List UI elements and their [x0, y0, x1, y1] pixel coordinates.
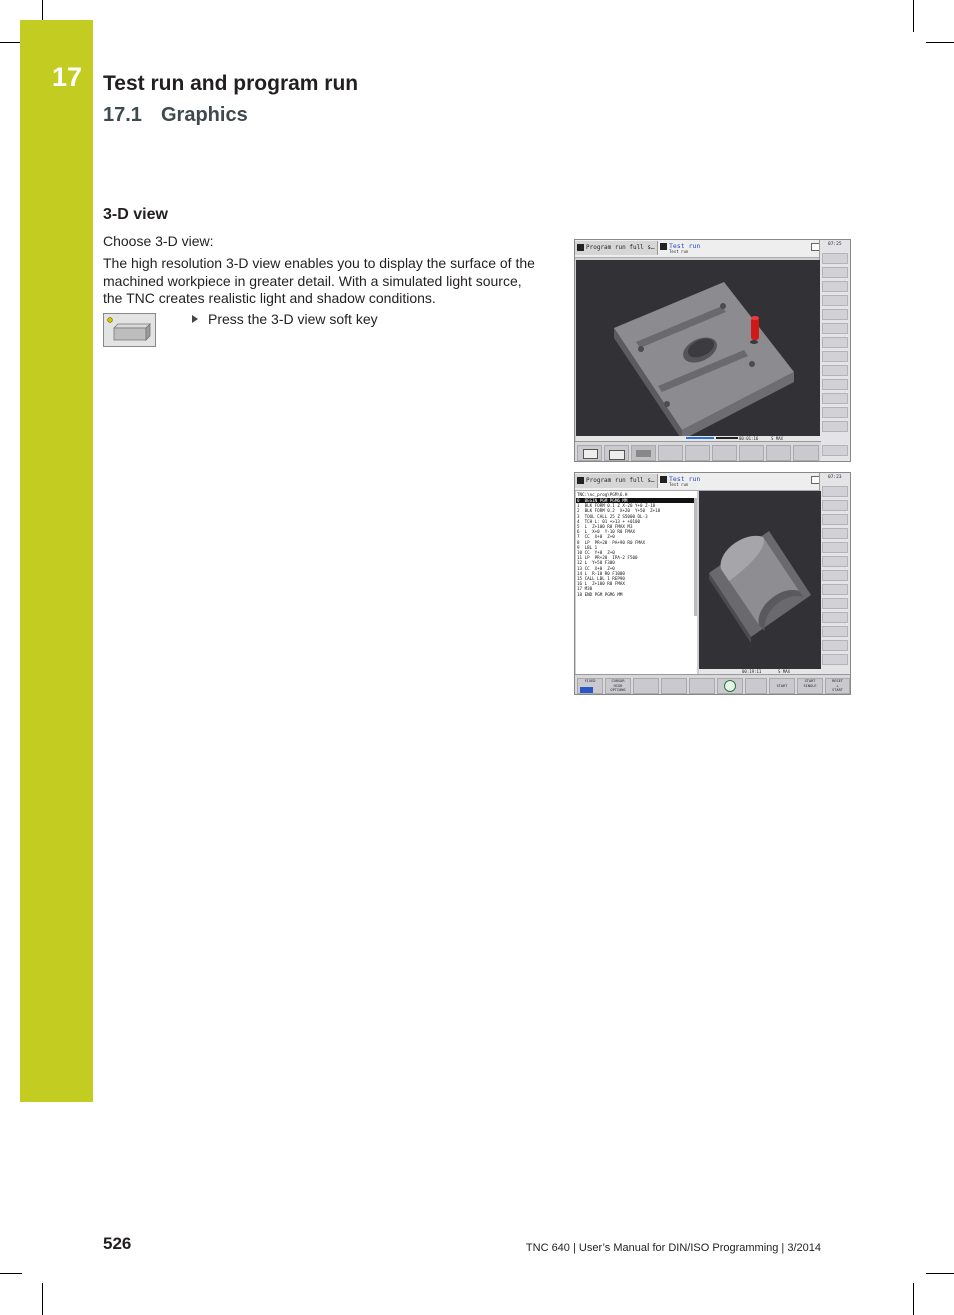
vertical-softkey[interactable] [822, 337, 848, 348]
program-line[interactable]: 5 L Z+100 R0 FMAX M3 [577, 524, 633, 530]
softkey-top: FIXED [584, 679, 596, 683]
vertical-softkey[interactable] [822, 281, 848, 292]
softkey-empty[interactable] [633, 678, 659, 694]
program-scrollbar[interactable] [694, 498, 697, 616]
program-pane [576, 491, 697, 675]
vertical-softkey[interactable] [822, 626, 848, 637]
section-number: 17.1 [103, 104, 142, 126]
crop-mark [926, 42, 954, 43]
program-line[interactable]: 4 TCH L: 01 +>13 + +0100 [577, 518, 641, 524]
vertical-softkey[interactable] [822, 570, 848, 581]
instruction-step [192, 311, 378, 327]
softkey-start-single[interactable] [797, 678, 823, 694]
status-label: S MAX [771, 436, 784, 441]
softkey-empty[interactable] [766, 445, 791, 461]
softkey-empty[interactable] [712, 445, 737, 461]
program-line[interactable]: 6 L X+0 Y-10 R0 FMAX [577, 529, 635, 535]
vertical-softkey-column [819, 240, 850, 461]
vertical-softkey[interactable] [822, 365, 848, 376]
crop-mark [926, 1273, 954, 1274]
softkey-bottom: OPTIONS [610, 688, 626, 692]
vertical-softkey[interactable] [822, 528, 848, 539]
program-line[interactable]: 2 BLK FORM 0.2 X+20 Y+50 Z+18 [577, 508, 661, 514]
vertical-softkey[interactable] [822, 556, 848, 567]
program-line[interactable]: 14 L R-10 R0 F1000 [577, 570, 625, 576]
crop-mark [913, 0, 914, 32]
clock: 07:23 [828, 475, 842, 480]
page-footer: TNC 640 | User’s Manual for DIN/ISO Programming | 3/2014 [525, 1242, 821, 1254]
softkey-mid: HIGH [613, 683, 623, 688]
bullet-triangle-icon [192, 315, 198, 323]
softkey-empty[interactable] [661, 678, 687, 694]
chapter-title: Test run and program run [103, 72, 359, 95]
softkey-start[interactable] [769, 678, 795, 694]
mode-right-sub: Test run [669, 249, 689, 254]
mode-icon [577, 477, 584, 484]
softkey-empty[interactable] [793, 445, 819, 461]
clock: 07:25 [828, 242, 842, 247]
program-line[interactable]: 1 BLK FORM 0.1 Z X-20 Y+0 Z-18 [577, 503, 656, 509]
crop-mark [913, 1283, 914, 1315]
vertical-softkey[interactable] [822, 309, 848, 320]
mode-right-sub: Test run [669, 482, 689, 487]
program-line[interactable]: 11 LP PR+20 IPA-2 F500 [577, 555, 638, 561]
mode-icon [660, 476, 667, 483]
program-line[interactable]: 8 LP PR+20 PA+90 R0 FMAX [577, 539, 646, 545]
softkey-mid: SINGLE [803, 683, 817, 688]
horizontal-softkey-bar [575, 674, 851, 695]
softkey-3d-view[interactable] [631, 445, 656, 461]
program-line[interactable]: 17 M30 [577, 586, 593, 592]
softkey-empty[interactable] [739, 445, 764, 461]
mode-icon [577, 244, 584, 251]
softkey-top: CURSOR [611, 679, 625, 683]
block-icon [580, 687, 593, 693]
mode-tab-left [575, 474, 658, 488]
3d-workpiece-graphic [576, 260, 820, 436]
program-line[interactable]: 16 L Z+100 R0 FMAX [577, 581, 625, 587]
mode-header [575, 240, 821, 258]
horizontal-softkey-bar [575, 441, 821, 462]
vertical-softkey[interactable] [822, 514, 848, 525]
vertical-softkey[interactable] [822, 393, 848, 404]
3d-view-softkey-icon [103, 313, 156, 347]
section-title [103, 104, 248, 127]
chapter-sidebar [20, 20, 93, 1102]
vertical-softkey[interactable] [822, 295, 848, 306]
status-time: 00:19:11 [742, 669, 762, 674]
softkey-cursor[interactable] [605, 678, 631, 694]
softkey-top: RESET [832, 679, 843, 683]
mode-right-label: Test run [669, 475, 701, 483]
vertical-softkey-column [819, 473, 850, 694]
program-line[interactable]: 0 BEGIN PGM PGM6 MM [576, 498, 694, 503]
vertical-softkey[interactable] [822, 640, 848, 651]
vertical-softkey[interactable] [822, 500, 848, 511]
paragraph: The high resolution 3-D view enables you to display the surface of the machined workpiece in greater detail. With a simulated light source, the TNC creates realistic light and shadow conditions. [103, 255, 535, 306]
status-time: 00:01:16 [739, 436, 759, 441]
program-line[interactable]: 13 CC X+0 Z+0 [577, 565, 615, 571]
status-bar-blue [686, 437, 714, 439]
vertical-softkey[interactable] [822, 445, 848, 456]
screenshot-3d-view [574, 239, 851, 462]
softkey-top: START [804, 679, 816, 683]
softkey-reset-start[interactable] [825, 678, 850, 694]
vertical-softkey[interactable] [822, 654, 848, 665]
softkey-top: START [776, 684, 788, 688]
softkey-speed[interactable] [717, 678, 743, 694]
mode-left-label: Program run full s… [586, 477, 655, 484]
program-line[interactable]: 15 CALL LBL 1 REP90 [577, 576, 625, 582]
mode-header [575, 473, 821, 491]
3d-cylinder-graphic [699, 491, 821, 669]
chapter-number: 17 [52, 62, 83, 92]
vertical-softkey[interactable] [822, 379, 848, 390]
softkey-fixed[interactable] [577, 678, 603, 694]
crop-mark [0, 1273, 22, 1274]
softkey-bottom: START [832, 688, 843, 692]
screenshot-program-and-3d-view [574, 472, 851, 695]
vertical-softkey[interactable] [822, 612, 848, 623]
paragraph: Choose 3-D view: [103, 233, 214, 249]
softkey-2d-view[interactable] [577, 445, 602, 461]
mode-right-label: Test run [669, 242, 701, 250]
graphics-viewport [576, 260, 820, 436]
subsection-heading: 3-D view [103, 206, 168, 223]
program-line[interactable]: 3 TOOL CALL 25 Z S5000 DL-3 [577, 513, 648, 519]
vertical-softkey[interactable] [822, 584, 848, 595]
vertical-softkey[interactable] [822, 486, 848, 497]
mode-tab-left [575, 241, 658, 255]
program-path: TNC:\nc_prog\PGM\6.H [577, 492, 628, 497]
program-listing [576, 498, 694, 597]
step-text: Press the 3-D view soft key [208, 311, 378, 327]
crop-mark [0, 42, 22, 43]
section-name: Graphics [161, 104, 248, 126]
vertical-softkey[interactable] [822, 351, 848, 362]
softkey-empty[interactable] [745, 678, 767, 694]
vertical-softkey[interactable] [822, 323, 848, 334]
softkey-empty[interactable] [685, 445, 710, 461]
program-line[interactable]: 7 CC X+0 Z+0 [577, 534, 615, 540]
vertical-softkey[interactable] [822, 253, 848, 264]
softkey-mid: + [836, 683, 839, 688]
vertical-softkey[interactable] [822, 421, 848, 432]
status-label: S MAX [778, 669, 791, 674]
program-line[interactable]: 18 END PGM PGM6 MM [577, 591, 623, 597]
softkey-3-plane-view[interactable] [604, 445, 629, 461]
program-line[interactable]: 10 CC Y+0 Z+0 [577, 550, 615, 556]
softkey-empty[interactable] [689, 678, 715, 694]
vertical-softkey[interactable] [822, 267, 848, 278]
speed-dial-icon [724, 680, 736, 692]
status-bar-dark [716, 437, 738, 439]
vertical-softkey[interactable] [822, 598, 848, 609]
program-line[interactable]: 9 LBL 1 [577, 544, 598, 550]
vertical-softkey[interactable] [822, 407, 848, 418]
crop-mark [42, 1283, 43, 1315]
mode-left-label: Program run full s… [586, 244, 655, 251]
softkey-empty[interactable] [658, 445, 683, 461]
page-number: 526 [103, 1234, 132, 1253]
graphics-viewport [699, 491, 821, 669]
vertical-softkey[interactable] [822, 542, 848, 553]
mode-icon [660, 243, 667, 250]
program-line[interactable]: 12 L Y+50 F300 [577, 560, 615, 566]
